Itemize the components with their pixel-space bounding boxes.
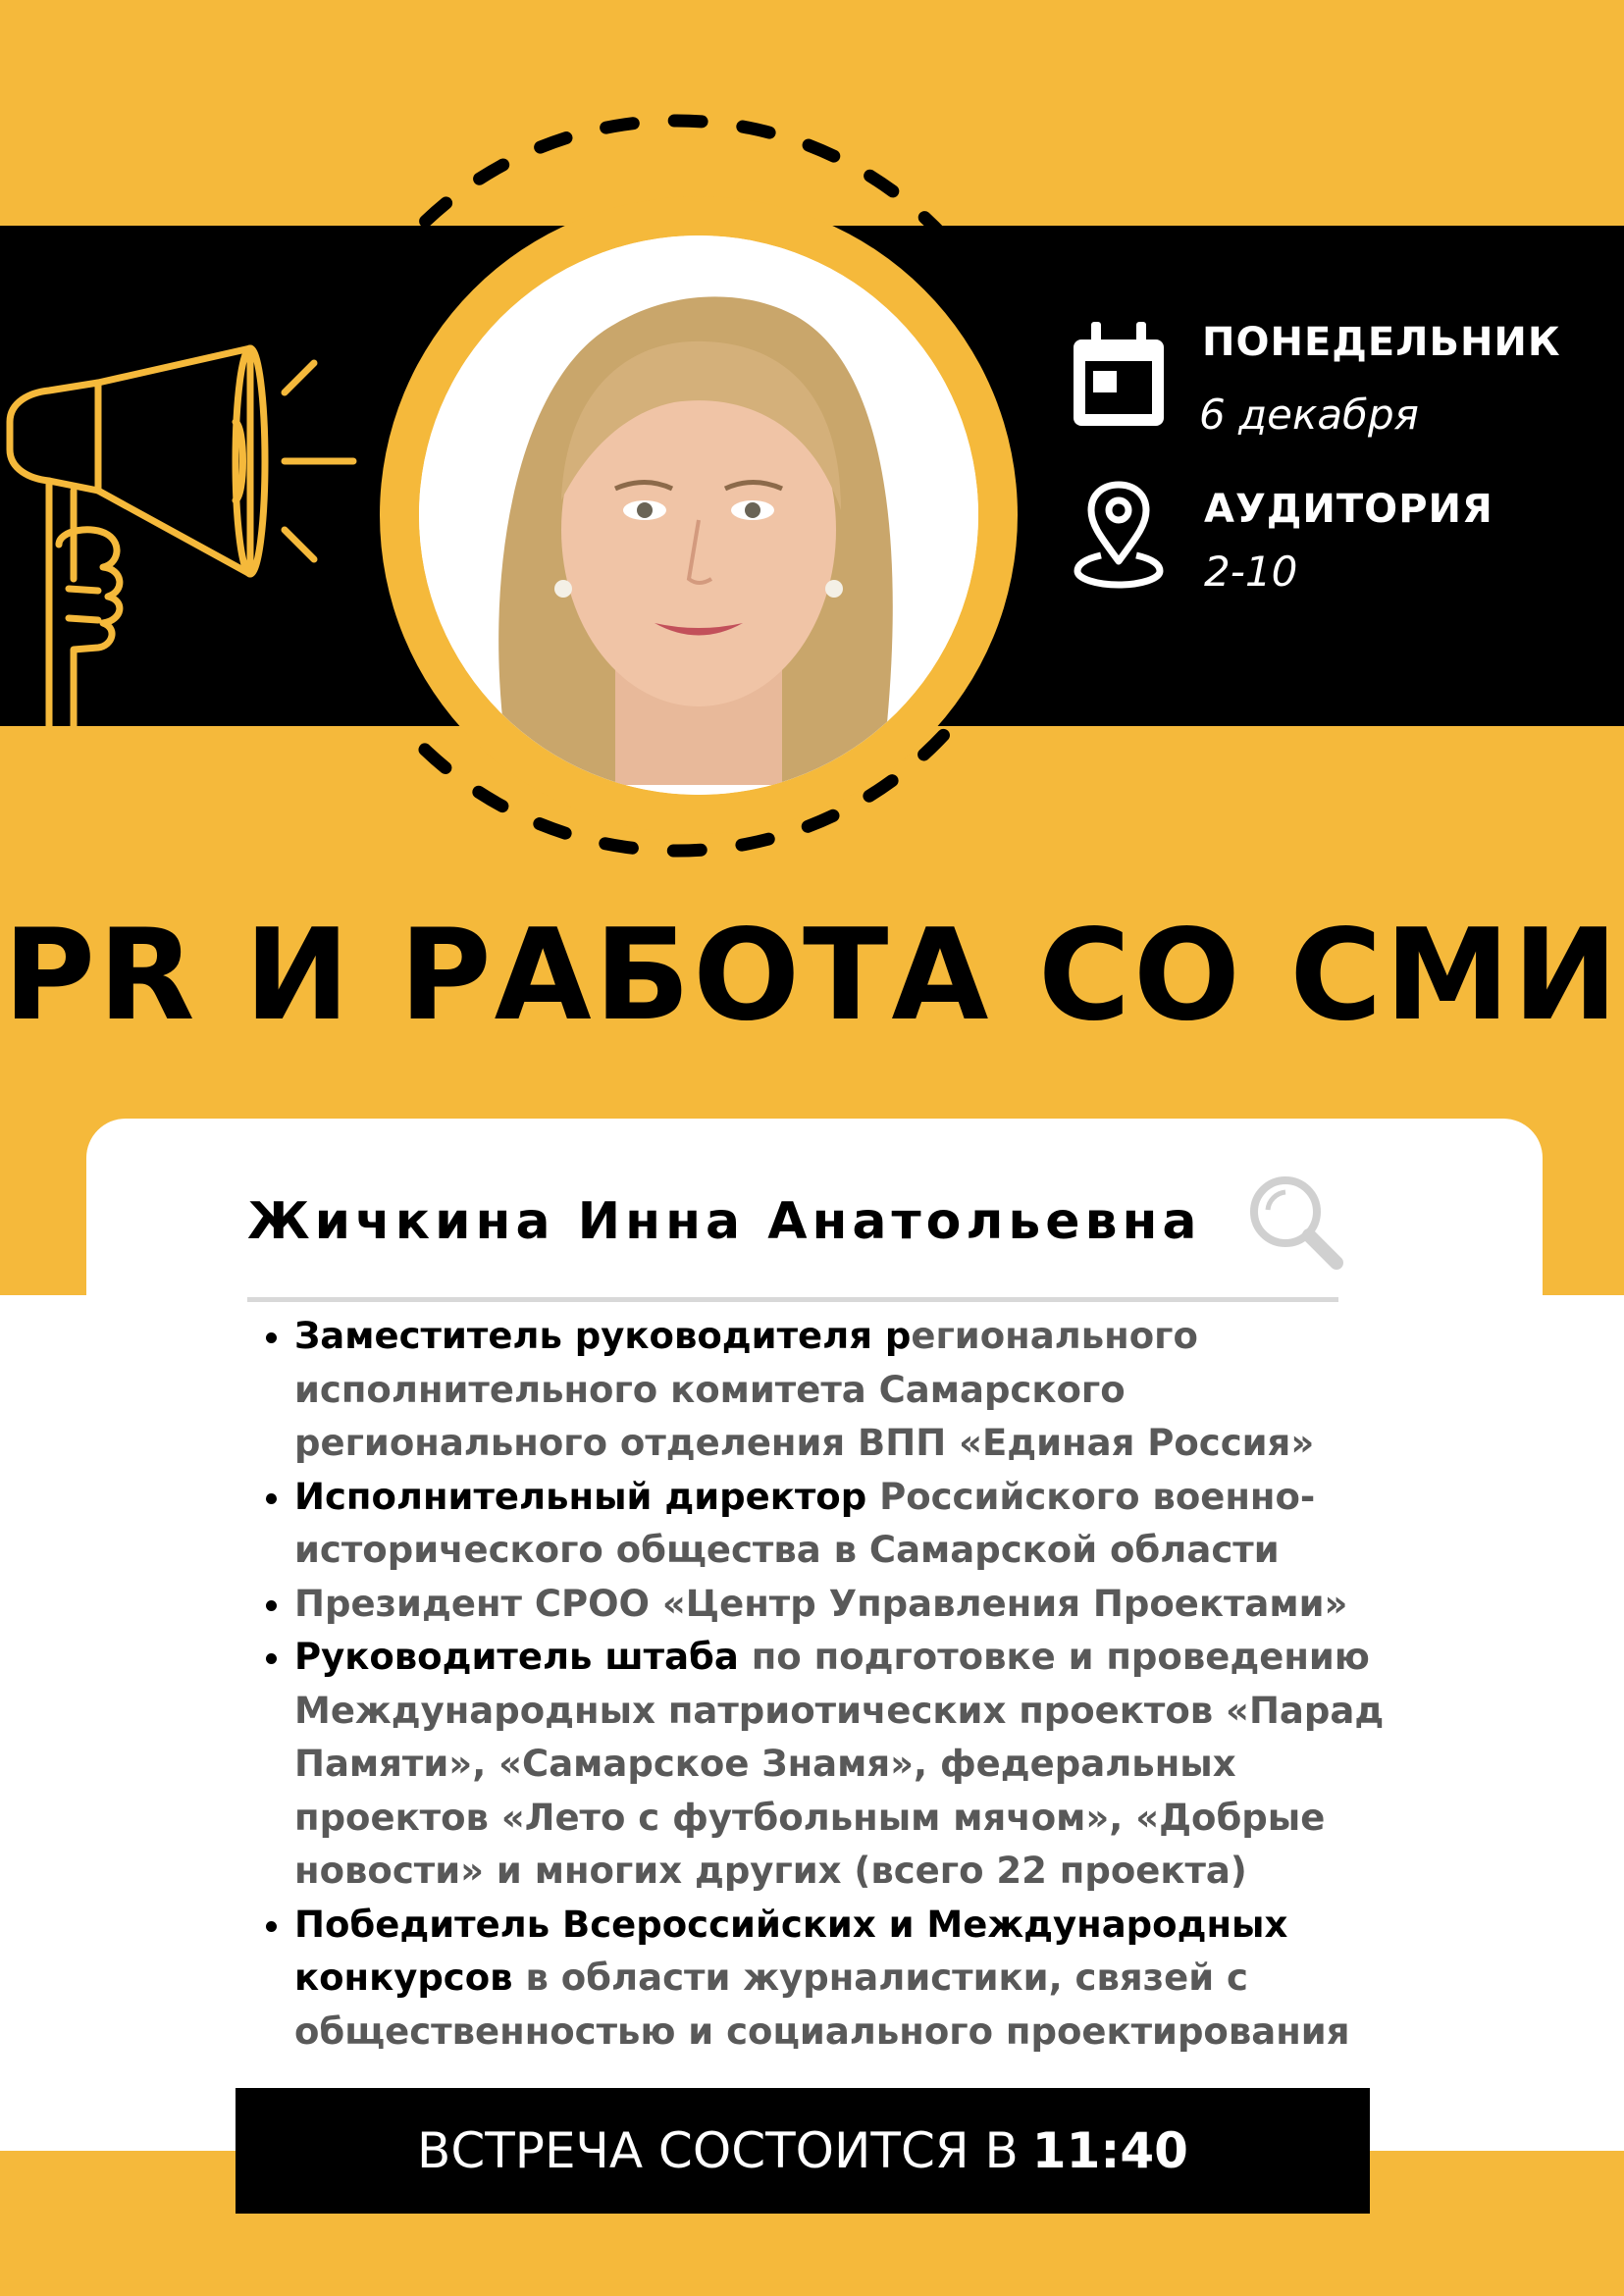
divider	[247, 1297, 1338, 1302]
event-day: ПОНЕДЕЛЬНИК	[1202, 320, 1561, 365]
speaker-portrait	[419, 235, 978, 795]
speaker-bio-list	[247, 1310, 1423, 2059]
page-title: PR И РАБОТА СО СМИ	[3, 903, 1621, 1049]
speaker-name: Жичкина Инна Анатольевна	[247, 1192, 1202, 1251]
bio-strong: Исполнительный директор	[294, 1475, 880, 1518]
search-icon	[1246, 1173, 1344, 1271]
location-pin-icon	[1074, 481, 1164, 589]
list-item	[294, 1471, 1423, 1578]
meeting-time-value: 11:40	[1031, 2122, 1188, 2179]
bio-strong: Руководитель штаба	[294, 1636, 752, 1678]
bio-text: Президент СРОО «Центр Управления Проектами»	[294, 1582, 1348, 1625]
list-item	[294, 1578, 1423, 1632]
room-label: АУДИТОРИЯ	[1204, 487, 1493, 532]
room-number: 2-10	[1204, 548, 1298, 596]
bio-text: Российского военно-исторического общества в Самарской области	[294, 1475, 1316, 1571]
calendar-icon	[1070, 322, 1168, 430]
bio-text: егионального исполнительного комитета Самарского регионального отделения ВПП «Единая Россия»	[294, 1315, 1315, 1464]
list-item	[294, 1310, 1423, 1471]
bio-text: в области журналистики, связей с общественностью и социального проектирования	[294, 1957, 1350, 2053]
event-date: 6 декабря	[1199, 391, 1419, 439]
meeting-time-label: ВСТРЕЧА СОСТОИТСЯ В	[417, 2122, 1019, 2179]
megaphone-icon	[0, 334, 373, 726]
bio-text: по подготовке и проведению Международных патриотических проектов «Парад Памяти», «Самарское Знамя», федеральных проектов «Лето с футбольным мячом», «Добрые новости» и многих других (всего 22 проекта)	[294, 1636, 1385, 1892]
bio-strong: Победитель Всероссийских и Международных конкурсов	[294, 1903, 1288, 1999]
list-item	[294, 1631, 1423, 1899]
meeting-time-banner	[236, 2088, 1370, 2214]
bio-strong: Заместитель руководителя р	[294, 1315, 912, 1357]
list-item	[294, 1899, 1423, 2060]
portrait-frame	[380, 196, 1018, 834]
